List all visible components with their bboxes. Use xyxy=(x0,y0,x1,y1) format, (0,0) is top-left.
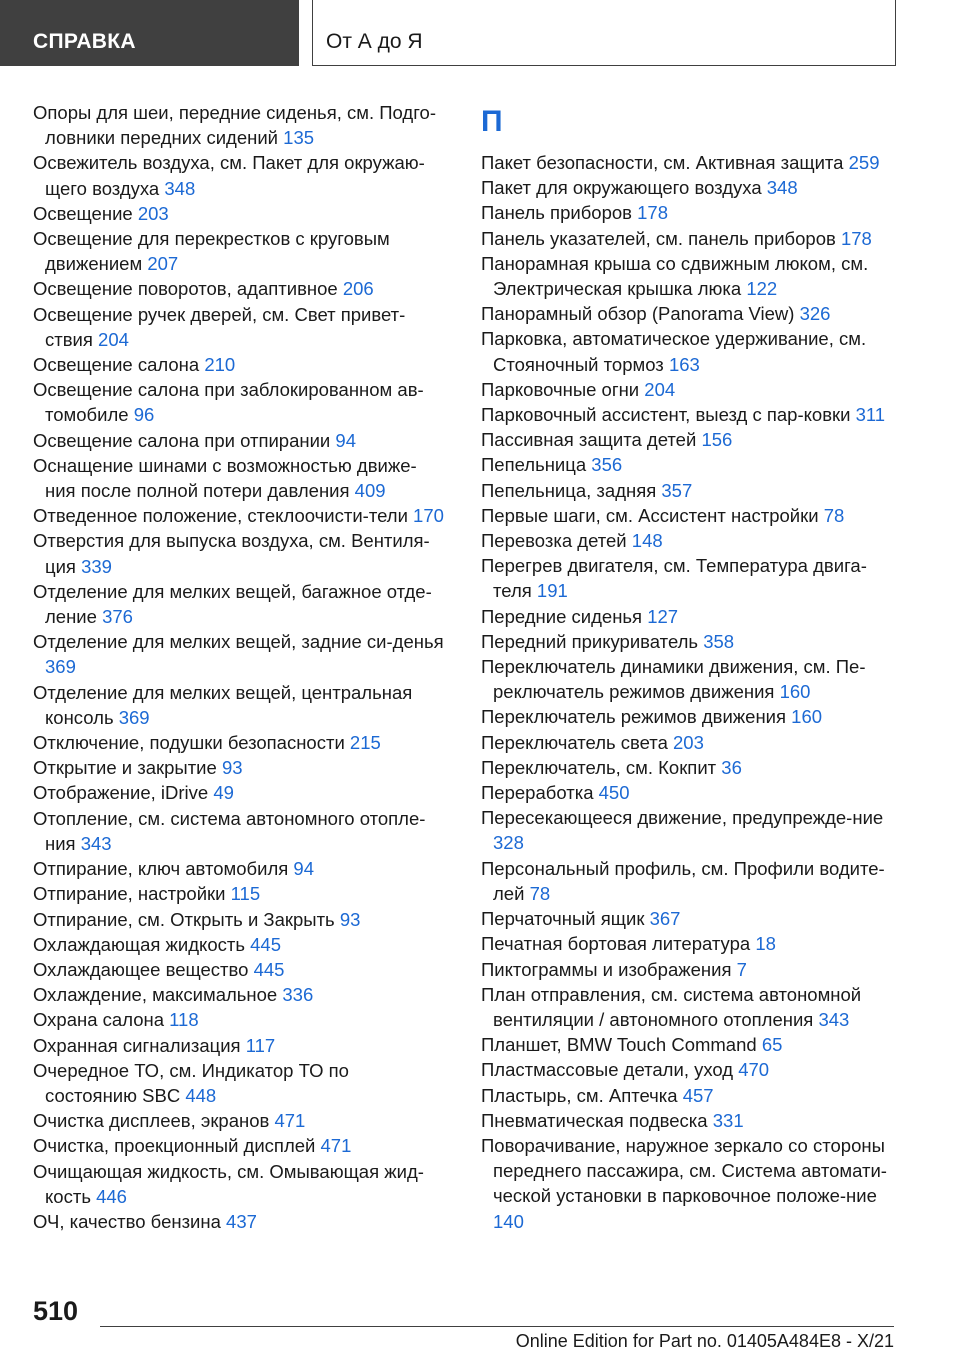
index-entry-term: Парковочные огни xyxy=(481,378,640,400)
chapter-tab[interactable]: От А до Я xyxy=(312,0,896,66)
index-entry-term: Переключатель, см. Кокпит xyxy=(481,756,717,778)
index-entry-term: Оснащение шинами с возможностью движе-ния после полной потери давления xyxy=(33,454,417,502)
index-entry-term: Первые шаги, см. Ассистент настройки xyxy=(481,504,819,526)
index-entry xyxy=(481,427,901,452)
index-entry-term: Отделение для мелких вещей, центральная консоль xyxy=(33,681,413,728)
index-entry-term: Пластмассовые детали, уход xyxy=(481,1059,734,1081)
page-link[interactable]: 49 xyxy=(213,782,234,804)
index-entry xyxy=(481,604,901,629)
page-link[interactable]: 160 xyxy=(791,706,823,728)
index-entry-term: Освещение салона при заблокированном ав-томобиле xyxy=(33,379,424,426)
index-entry-term: Передний прикуриватель xyxy=(481,630,699,652)
page-link[interactable]: 178 xyxy=(840,227,872,249)
index-entry xyxy=(33,856,445,881)
page-link[interactable]: 471 xyxy=(320,1135,352,1157)
page-link[interactable]: 331 xyxy=(712,1109,744,1131)
page-link[interactable]: 78 xyxy=(529,882,551,904)
index-letter-heading: П xyxy=(481,105,503,138)
index-column-right xyxy=(481,100,901,1234)
index-entry xyxy=(33,932,445,957)
page-link[interactable]: 207 xyxy=(147,253,179,275)
index-entry-term: Панель указателей, см. панель приборов xyxy=(481,227,836,249)
index-entry-term: Переработка xyxy=(481,782,594,804)
index-entry xyxy=(33,881,445,906)
index-entry-term: Очистка дисплеев, экранов xyxy=(33,1110,270,1132)
index-entry xyxy=(481,251,901,301)
index-entry xyxy=(481,1133,901,1234)
page-link[interactable]: 163 xyxy=(668,353,700,375)
index-entry-term: Очередное ТО, см. Индикатор ТО по состоянию SBC xyxy=(33,1059,349,1106)
index-entry-term: Передние сиденья xyxy=(481,605,643,627)
page-link[interactable]: 470 xyxy=(738,1059,770,1081)
page-link[interactable]: 210 xyxy=(204,354,236,376)
page-link[interactable]: 140 xyxy=(493,1210,524,1232)
index-entry xyxy=(481,1083,901,1108)
index-entry xyxy=(481,957,901,982)
page-link[interactable]: 358 xyxy=(703,630,735,652)
page-link[interactable]: 437 xyxy=(226,1210,257,1232)
index-entry-term: Опоры для шеи, передние сиденья, см. Подго-ловники передних сидений xyxy=(33,102,436,149)
index-entry-term: Отопление, см. система автономного отопле-ния xyxy=(33,807,426,854)
index-entry-term: Охрана салона xyxy=(33,1009,164,1031)
index-entry xyxy=(481,200,901,225)
page-link[interactable]: 160 xyxy=(779,681,811,703)
page-link[interactable]: 343 xyxy=(80,832,112,854)
page-link[interactable]: 367 xyxy=(649,908,681,930)
index-entry xyxy=(33,1159,445,1209)
page-link[interactable]: 65 xyxy=(761,1034,783,1056)
index-column-left xyxy=(33,100,445,1234)
index-entry xyxy=(33,680,445,730)
index-entry-term: Освещение поворотов, адаптивное xyxy=(33,278,338,300)
index-entry-term: Отображение, iDrive xyxy=(33,782,209,804)
page-number: 510 xyxy=(33,1296,79,1326)
index-entry xyxy=(33,428,445,453)
page-link[interactable]: 259 xyxy=(848,152,880,173)
index-entry-term: Парковочный ассистент, выезд с пар-ковки xyxy=(481,404,851,426)
page-link[interactable]: 328 xyxy=(493,832,524,854)
index-entry-term: Очищающая жидкость, см. Омывающая жид-кость xyxy=(33,1160,424,1207)
index-entry xyxy=(481,982,901,1032)
page-link[interactable]: 409 xyxy=(354,480,386,502)
index-entry xyxy=(481,402,901,427)
index-entry-term: Отключение, подушки безопасности xyxy=(33,732,345,754)
index-entry xyxy=(33,1209,445,1234)
index-entry xyxy=(33,150,445,200)
page-link[interactable]: 343 xyxy=(818,1008,850,1030)
index-entry xyxy=(481,654,901,704)
index-entry xyxy=(481,1057,901,1082)
page-link[interactable]: 148 xyxy=(631,530,663,552)
index-entry-term: Отделение для мелких вещей, задние си-денья xyxy=(33,631,444,653)
page-link[interactable]: 357 xyxy=(661,479,693,501)
index-entry xyxy=(481,856,901,906)
index-entry-term: Освещение для перекрестков с круговым движением xyxy=(33,228,390,275)
page-link[interactable]: 446 xyxy=(96,1185,127,1207)
index-entry-term: Отведенное положение, стеклоочисти-тели xyxy=(33,505,408,527)
index-entry xyxy=(481,175,901,200)
index-entry xyxy=(481,326,901,376)
page-header xyxy=(0,0,960,66)
index-entry-term: Переключатель света xyxy=(481,731,668,753)
page-link[interactable]: 204 xyxy=(644,378,676,400)
index-entry xyxy=(33,453,445,503)
index-entry-term: Пересекающееся движение, предупрежде-ние xyxy=(481,807,884,829)
page-link[interactable]: 156 xyxy=(701,429,733,451)
page-link[interactable]: 203 xyxy=(137,202,169,224)
index-entry-term: Перевозка детей xyxy=(481,530,627,552)
page-link[interactable]: 170 xyxy=(413,505,444,527)
index-entry-term: Пакет для окружающего воздуха xyxy=(481,177,762,199)
index-entry xyxy=(481,452,901,477)
index-entry xyxy=(481,377,901,402)
index-entry xyxy=(33,276,445,301)
page-link[interactable]: 96 xyxy=(133,404,155,426)
index-entry-term: Переключатель динамики движения, см. Пе-реключатель режимов движения xyxy=(481,656,866,703)
page-link[interactable]: 117 xyxy=(245,1034,276,1056)
index-entry-term: Отпирание, ключ автомобиля xyxy=(33,858,289,880)
index-entry-term: Охлаждающее вещество xyxy=(33,958,249,980)
page-link[interactable]: 376 xyxy=(102,606,133,628)
index-entry xyxy=(481,1032,901,1057)
index-entry xyxy=(33,1133,445,1158)
index-entry xyxy=(33,1108,445,1133)
page-link[interactable]: 450 xyxy=(598,782,630,804)
index-entry xyxy=(481,528,901,553)
index-entry xyxy=(481,478,901,503)
page-link[interactable]: 457 xyxy=(682,1084,714,1106)
page-link[interactable]: 445 xyxy=(253,958,285,980)
index-entry xyxy=(481,931,901,956)
page-link[interactable]: 336 xyxy=(282,984,314,1006)
page-link[interactable]: 448 xyxy=(185,1084,217,1106)
page-link[interactable]: 348 xyxy=(164,177,196,199)
index-entry xyxy=(481,301,901,326)
page-link[interactable]: 369 xyxy=(118,706,150,728)
index-entry-term: Отверстия для выпуска воздуха, см. Вентиля-ция xyxy=(33,530,430,577)
index-entry-term: Пиктограммы и изображения xyxy=(481,958,732,980)
index-entry-term: Пневматическая подвеска xyxy=(481,1109,708,1131)
index-entry xyxy=(481,503,901,528)
footer-edition-text: Online Edition for Part no. 01405A484E8 - X/21 xyxy=(515,1331,894,1351)
index-entry xyxy=(33,100,445,150)
index-entry xyxy=(481,730,901,755)
index-entry xyxy=(481,755,901,780)
index-entry-term: Освещение салона xyxy=(33,354,200,376)
index-entry xyxy=(33,907,445,932)
page-link[interactable]: 369 xyxy=(45,656,76,678)
index-entry-term: Освежитель воздуха, см. Пакет для окружаю-щего воздуха xyxy=(33,152,425,199)
index-entry-term: Открытие и закрытие xyxy=(33,757,217,779)
index-entry-term: Персональный профиль, см. Профили водите-лей xyxy=(481,857,885,904)
index-entry-term: ОЧ, качество бензина xyxy=(33,1210,221,1232)
index-entry xyxy=(33,352,445,377)
index-entry xyxy=(33,1007,445,1032)
index-entry xyxy=(481,150,901,175)
index-entry-term: Пластырь, см. Аптечка xyxy=(481,1084,678,1106)
footer-divider xyxy=(100,1326,894,1327)
index-entry xyxy=(33,957,445,982)
index-entry xyxy=(33,201,445,226)
index-entry xyxy=(33,1033,445,1058)
index-entry-term: Перчаточный ящик xyxy=(481,908,645,930)
page-link[interactable]: 445 xyxy=(250,933,281,955)
index-entry xyxy=(33,730,445,755)
page-link[interactable]: 356 xyxy=(591,454,623,476)
index-entry xyxy=(33,503,445,528)
page-link[interactable]: 122 xyxy=(746,278,778,300)
index-entry xyxy=(481,780,901,805)
index-entry xyxy=(481,1108,901,1133)
index-entry-term: Пепельница xyxy=(481,454,587,476)
index-entry xyxy=(481,226,901,251)
page-link[interactable]: 118 xyxy=(169,1009,199,1031)
index-entry-term: Планшет, BMW Touch Command xyxy=(481,1034,757,1056)
page-link[interactable]: 93 xyxy=(221,757,243,779)
page-link[interactable]: 191 xyxy=(536,580,568,602)
index-entry xyxy=(33,1058,445,1108)
index-entry-term: Поворачивание, наружное зеркало со стороны переднего пассажира, см. Система автомати-ческой установки в парковочное положе-ние xyxy=(481,1134,887,1207)
index-entry-term: Панорамный обзор (Panorama View) xyxy=(481,303,795,325)
page-link[interactable]: 18 xyxy=(755,933,776,955)
index-entry-term: Перегрев двигателя, см. Температура двига-теля xyxy=(481,555,867,602)
index-entry xyxy=(33,806,445,856)
index-entry xyxy=(33,377,445,427)
page-link[interactable]: 178 xyxy=(637,202,668,224)
index-entry-term: Отпирание, настройки xyxy=(33,883,226,905)
index-entry-term: Освещение ручек дверей, см. Свет привет-ствия xyxy=(33,303,406,350)
index-entry-term: Отпирание, см. Открыть и Закрыть xyxy=(33,908,335,930)
page-link[interactable]: 135 xyxy=(283,127,315,149)
index-entry xyxy=(481,629,901,654)
page-link[interactable]: 93 xyxy=(339,908,361,930)
page-link[interactable]: 215 xyxy=(349,732,381,754)
index-entry-term: Печатная бортовая литература xyxy=(481,933,751,955)
page-link[interactable]: 94 xyxy=(293,858,314,880)
index-entry-term: Переключатель режимов движения xyxy=(481,706,787,728)
index-entry xyxy=(33,302,445,352)
index-entry-term: Охлаждающая жидкость xyxy=(33,933,245,955)
page-link[interactable]: 311 xyxy=(855,404,886,426)
page-link[interactable]: 94 xyxy=(335,429,356,451)
index-entry-term: Охлаждение, максимальное xyxy=(33,984,278,1006)
page-link[interactable]: 7 xyxy=(736,958,747,980)
index-entry-term: Пепельница, задняя xyxy=(481,479,657,501)
index-entry-term: Очистка, проекционный дисплей xyxy=(33,1135,316,1157)
index-entry-term: Пакет безопасности, см. Активная защита xyxy=(481,152,844,173)
index-entry-term: Освещение xyxy=(33,202,133,224)
index-entry xyxy=(33,226,445,276)
index-entry-term: Охранная сигнализация xyxy=(33,1034,241,1056)
section-tab[interactable]: СПРАВКА xyxy=(0,0,299,66)
index-entry-term: Панорамная крыша со сдвижным люком, см. Электрическая крышка люка xyxy=(481,252,869,300)
index-entry-term: Освещение салона при отпирании xyxy=(33,429,331,451)
page-link[interactable]: 78 xyxy=(823,504,845,526)
index-entry xyxy=(481,704,901,729)
page-link[interactable]: 326 xyxy=(799,303,831,325)
index-entry-term: Парковка, автоматическое удерживание, см. Стояночный тормоз xyxy=(481,328,867,375)
page-link[interactable]: 339 xyxy=(81,555,112,577)
index-entry xyxy=(33,755,445,780)
index-entry xyxy=(481,906,901,931)
index-entry xyxy=(33,629,445,679)
index-entry xyxy=(481,553,901,603)
page-link[interactable]: 115 xyxy=(230,883,261,905)
index-entry xyxy=(33,528,445,578)
index-entry-term: План отправления, см. система автономной вентиляции / автономного отопления xyxy=(481,983,862,1030)
index-entry xyxy=(33,579,445,629)
page-link[interactable]: 471 xyxy=(274,1110,306,1132)
index-entry-term: Пассивная защита детей xyxy=(481,429,697,451)
index-entry xyxy=(481,805,901,855)
page-link[interactable]: 204 xyxy=(98,328,129,350)
page-link[interactable]: 203 xyxy=(673,731,704,753)
index-entry-term: Отделение для мелких вещей, багажное отде-ление xyxy=(33,580,432,628)
page-link[interactable]: 348 xyxy=(766,177,798,199)
index-entry xyxy=(33,982,445,1007)
index-entry xyxy=(33,780,445,805)
index-entry-term: Панель приборов xyxy=(481,202,632,224)
page-link[interactable]: 127 xyxy=(647,605,679,627)
page-link[interactable]: 206 xyxy=(342,278,374,300)
page-link[interactable]: 36 xyxy=(721,756,742,778)
